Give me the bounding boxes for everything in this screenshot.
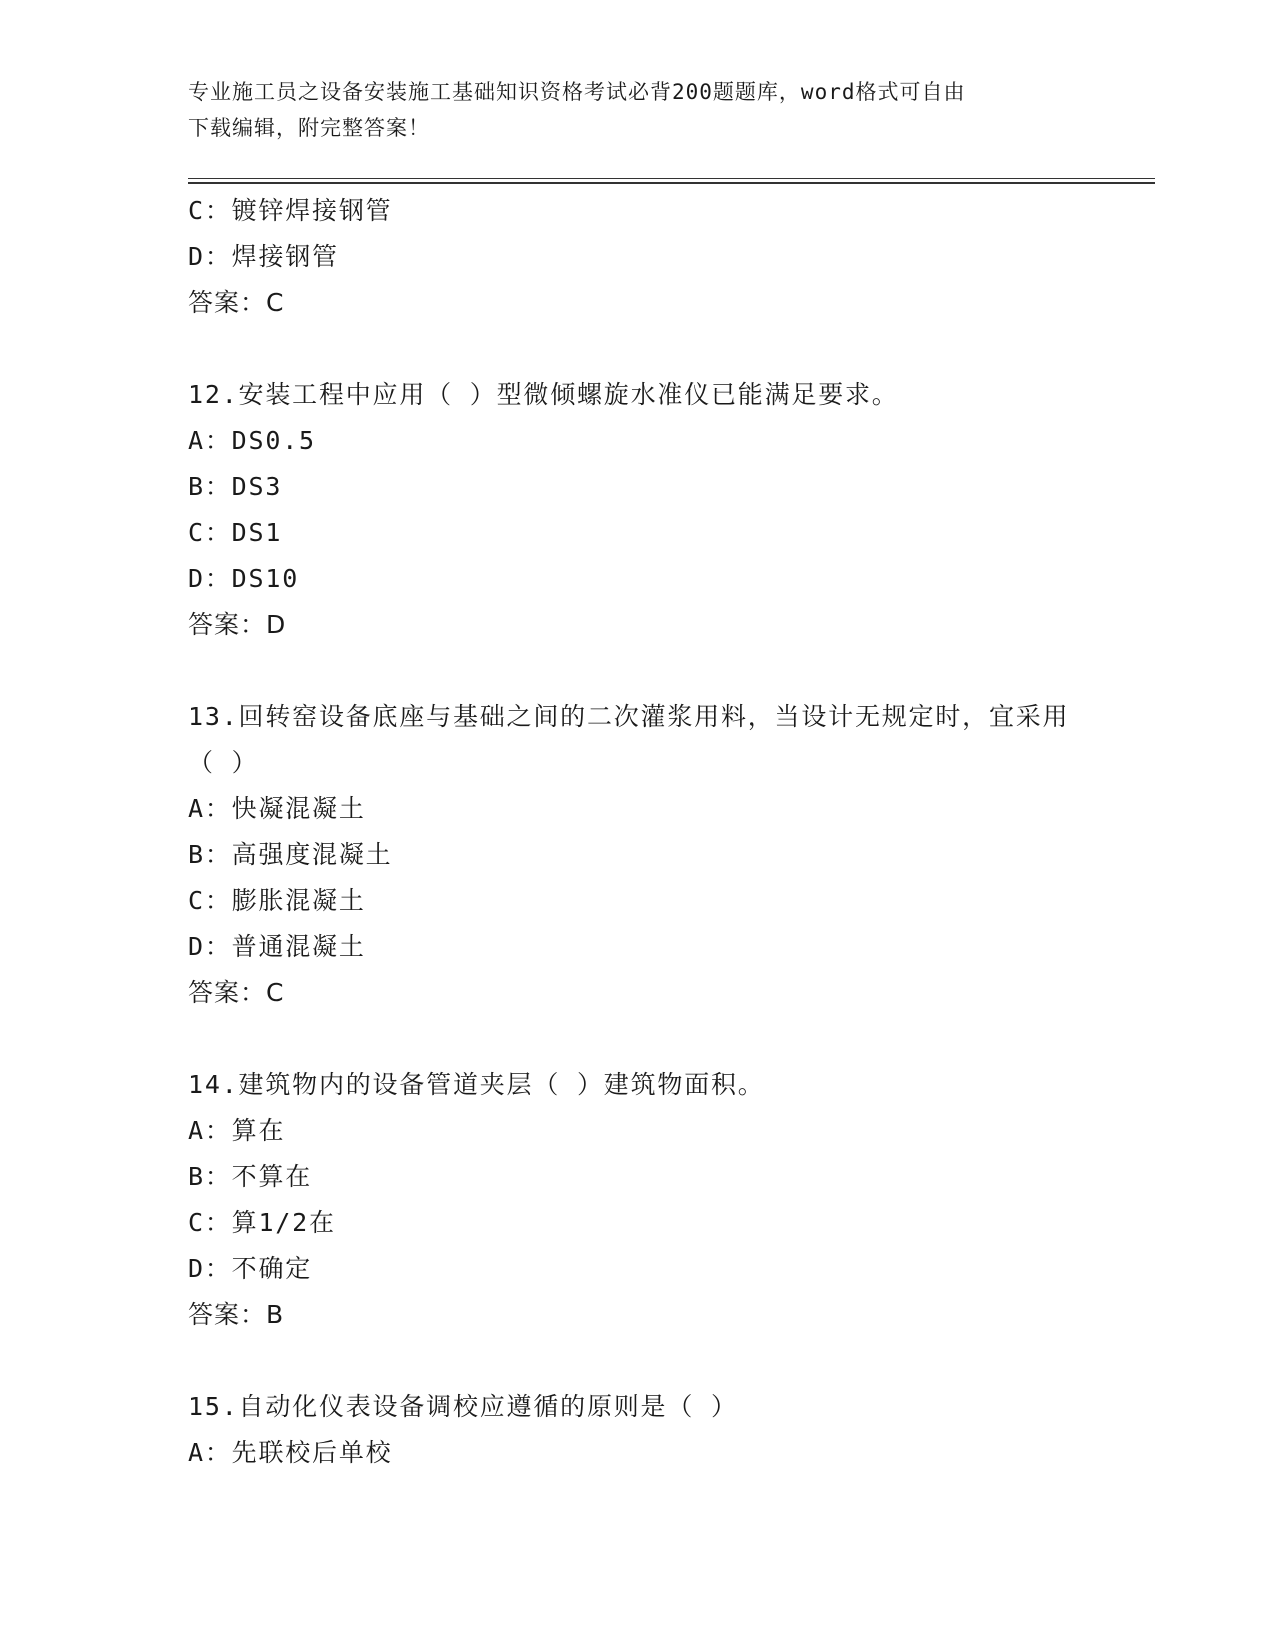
- option-d: D：普通混凝土: [188, 932, 366, 961]
- option-a: A：快凝混凝土: [188, 794, 366, 823]
- header-divider-thin: [188, 178, 1155, 179]
- answer: 答案：C: [188, 288, 285, 317]
- option-d: D：DS10: [188, 564, 300, 593]
- question-13: [188, 694, 1088, 1016]
- option-a: A：DS0.5: [188, 426, 316, 455]
- option-c: C：算1/2在: [188, 1208, 336, 1237]
- question-list: [188, 188, 1088, 1476]
- option-c: C：膨胀混凝土: [188, 886, 366, 915]
- option-a: A：算在: [188, 1116, 286, 1145]
- question-stem: 13.回转窑设备底座与基础之间的二次灌浆用料，当设计无规定时，宜采用（ ）: [188, 702, 1070, 777]
- question-stem: 12.安装工程中应用（ ）型微倾螺旋水准仪已能满足要求。: [188, 380, 899, 409]
- answer: 答案：C: [188, 978, 285, 1007]
- option-d: D：不确定: [188, 1254, 313, 1283]
- option-c: C：DS1: [188, 518, 283, 547]
- option-a: A：先联校后单校: [188, 1438, 393, 1467]
- question-stem: 14.建筑物内的设备管道夹层（ ）建筑物面积。: [188, 1070, 765, 1099]
- option-b: B：高强度混凝土: [188, 840, 393, 869]
- answer: 答案：D: [188, 610, 287, 639]
- header-line-2: 下载编辑，附完整答案！: [188, 116, 430, 140]
- header-line-1: 专业施工员之设备安装施工基础知识资格考试必背200题题库，word格式可自由: [188, 80, 966, 104]
- question-12: [188, 372, 1088, 648]
- document-header: [188, 74, 1078, 146]
- question-11-tail: [188, 188, 1088, 326]
- question-15: [188, 1384, 1088, 1476]
- header-divider-thick: [188, 182, 1155, 184]
- answer: 答案：B: [188, 1300, 285, 1329]
- option-c: C：镀锌焊接钢管: [188, 196, 393, 225]
- question-14: [188, 1062, 1088, 1338]
- option-b: B：不算在: [188, 1162, 313, 1191]
- option-b: B：DS3: [188, 472, 283, 501]
- option-d: D：焊接钢管: [188, 242, 339, 271]
- question-stem: 15.自动化仪表设备调校应遵循的原则是（ ）: [188, 1392, 738, 1421]
